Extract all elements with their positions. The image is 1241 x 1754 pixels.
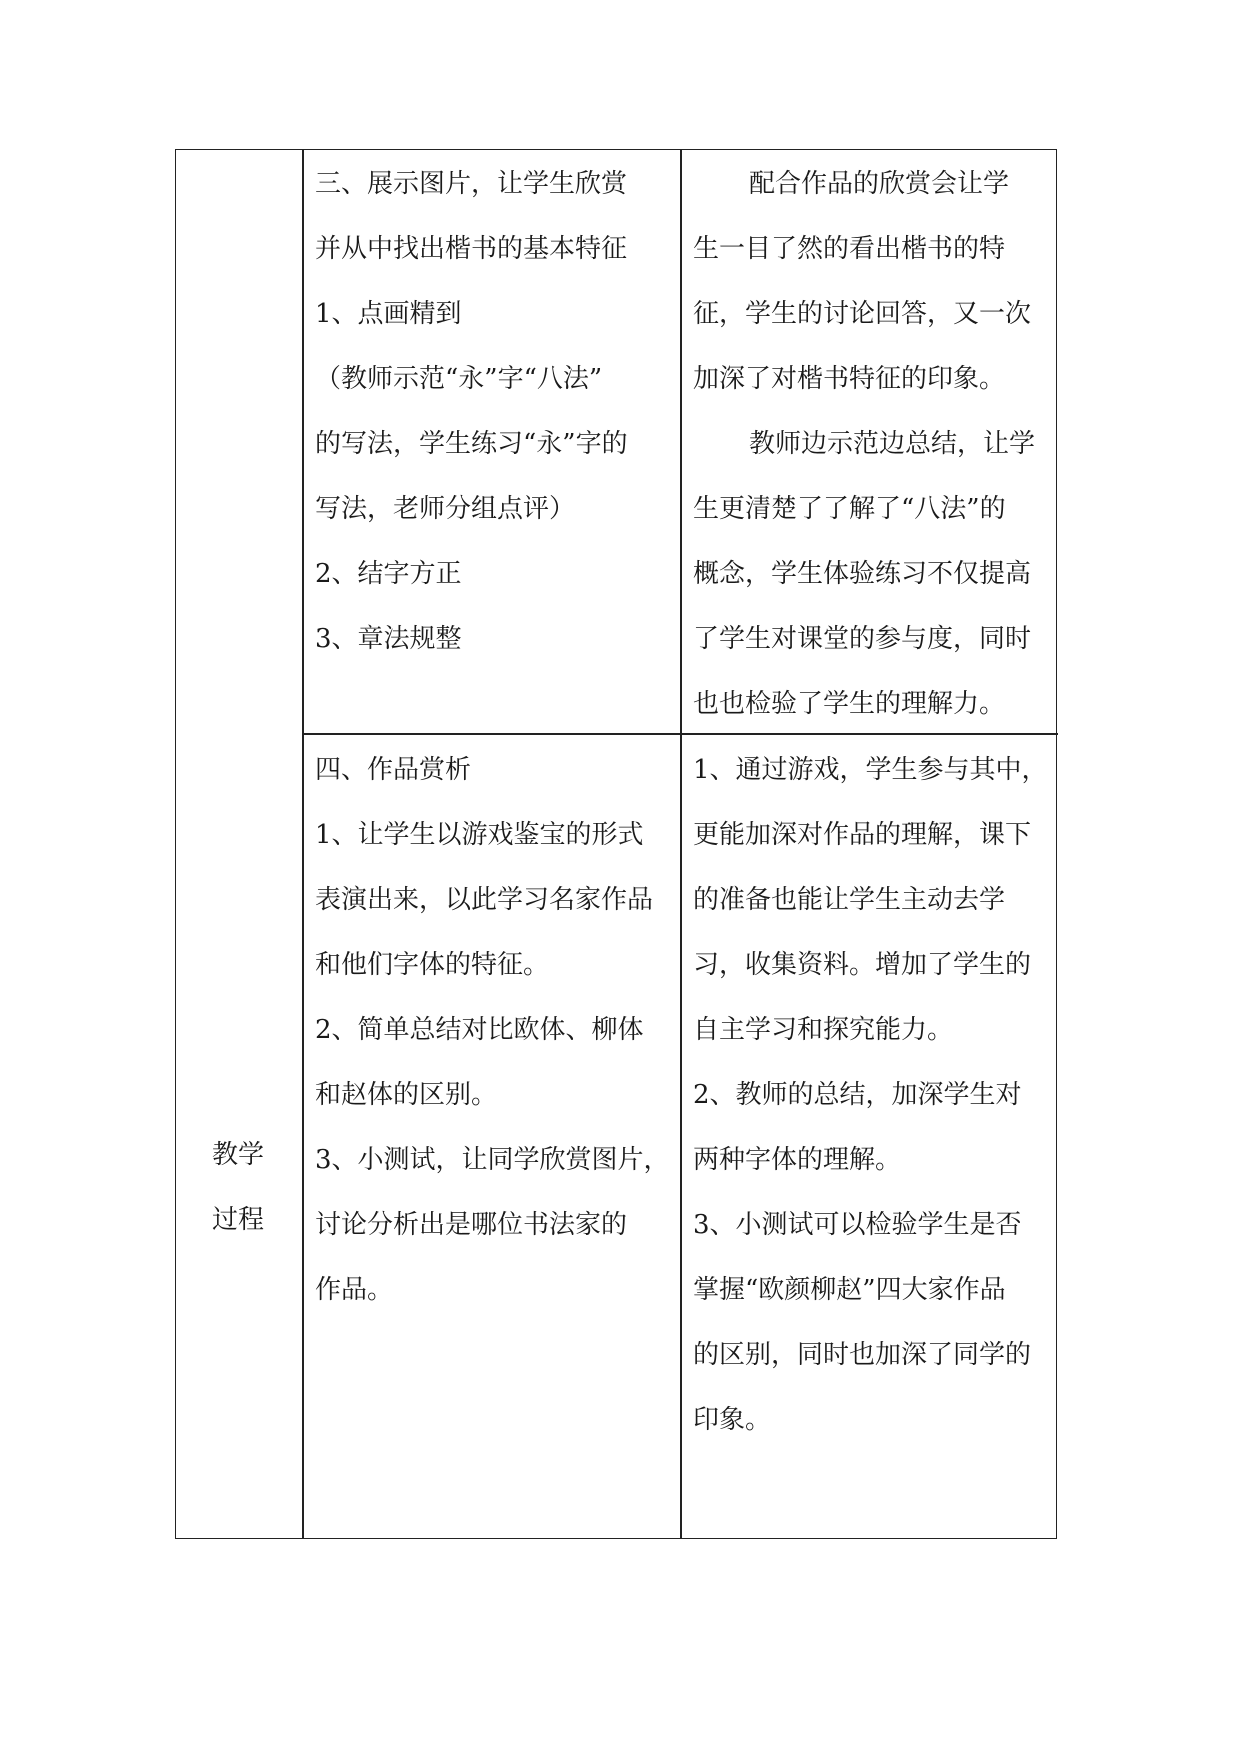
section-three-steps [315, 152, 628, 672]
section-three-step-line: （教师示范“永”字“八法” [315, 364, 603, 394]
section-four-intent-line: 自主学习和探究能力。 [693, 1015, 954, 1045]
section-three-step-line: 2、结字方正 [315, 559, 462, 589]
section-four-step-line: 讨论分析出是哪位书法家的 [315, 1210, 628, 1240]
section-four-intent-line: 更能加深对作品的理解，课下 [693, 820, 1032, 850]
section-three-intent-line: 了学生对课堂的参与度，同时 [693, 624, 1032, 654]
section-four-step-line: 表演出来，以此学习名家作品 [315, 885, 654, 915]
section-four-step-line: 1、让学生以游戏鉴宝的形式 [315, 820, 644, 850]
section-three-intent-line: 教师边示范边总结，让学 [749, 429, 1036, 459]
section-four-intent-line: 两种字体的理解。 [693, 1145, 902, 1175]
section-four-intent-line: 的区别，同时也加深了同学的 [693, 1340, 1032, 1370]
table-divider-intent-column [680, 150, 682, 1538]
section-four-intent-line: 掌握“欧颜柳赵”四大家作品 [693, 1275, 1006, 1305]
section-three-step-line: 写法，老师分组点评） [315, 494, 576, 524]
section-four-steps [315, 738, 670, 1323]
section-four-intent-line: 3、小测试可以检验学生是否 [693, 1210, 1022, 1240]
section-three-intent-line: 加深了对楷书特征的印象。 [693, 364, 1006, 394]
row-label-line-1: 教学 [212, 1140, 265, 1170]
section-four-intent-line: 的准备也能让学生主动去学 [693, 885, 1006, 915]
section-four-intent-line: 习，收集资料。增加了学生的 [693, 950, 1032, 980]
section-three-intent-line: 配合作品的欣赏会让学 [749, 169, 1010, 199]
section-three-step-line: 1、点画精到 [315, 299, 462, 329]
section-four-step-line: 四、作品赏析 [315, 755, 472, 785]
section-three-intent-line: 征，学生的讨论回答，又一次 [693, 299, 1032, 329]
section-three-step-line: 并从中找出楷书的基本特征 [315, 234, 628, 264]
table-divider-label-column [302, 150, 304, 1538]
row-label-line-2: 过程 [212, 1205, 265, 1235]
section-three-intent-line: 概念，学生体验练习不仅提高 [693, 559, 1032, 589]
section-four-step-line: 2、简单总结对比欧体、柳体 [315, 1015, 644, 1045]
section-three-intent-line: 也也检验了学生的理解力。 [693, 689, 1006, 719]
section-three-intent-line: 生更清楚了了解了“八法”的 [693, 494, 1006, 524]
section-three-intent [693, 152, 1035, 737]
section-four-intent-line: 1、通过游戏，学生参与其中， [693, 755, 1048, 785]
section-four-intent-line: 印象。 [693, 1405, 772, 1435]
section-three-intent-line: 生一目了然的看出楷书的特 [693, 234, 1006, 264]
section-three-step-line: 三、展示图片，让学生欣赏 [315, 169, 628, 199]
section-four-step-line: 3、小测试，让同学欣赏图片， [315, 1145, 670, 1175]
section-three-step-line: 3、章法规整 [315, 624, 462, 654]
section-four-intent-line: 2、教师的总结，加深学生对 [693, 1080, 1022, 1110]
section-four-step-line: 作品。 [315, 1275, 394, 1305]
section-three-step-line: 的写法，学生练习“永”字的 [315, 429, 628, 459]
section-four-step-line: 和赵体的区别。 [315, 1080, 498, 1110]
section-four-step-line: 和他们字体的特征。 [315, 950, 550, 980]
section-four-intent [693, 738, 1048, 1453]
